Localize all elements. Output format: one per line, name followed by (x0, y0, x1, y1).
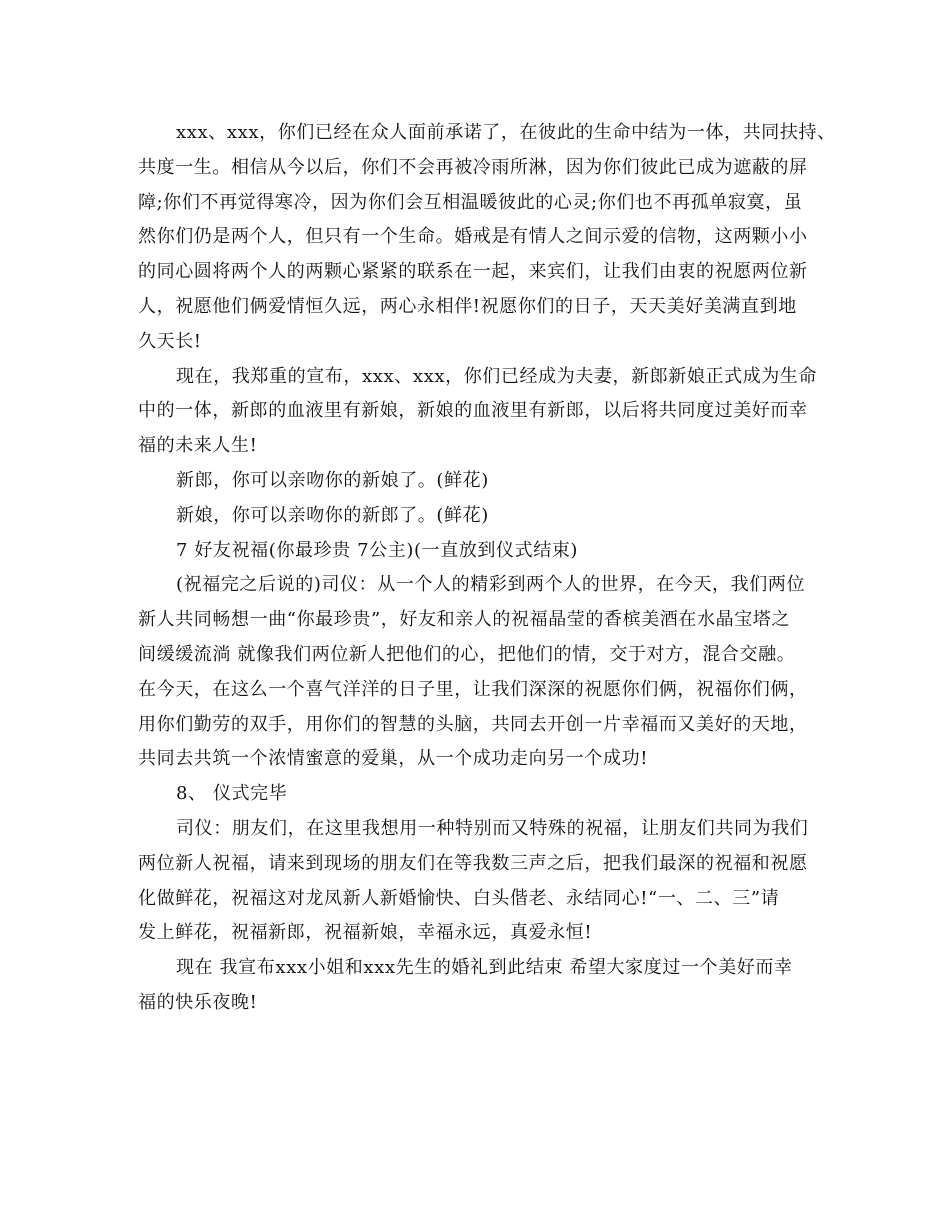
text-line: 用你们勤劳的双手，用你们的智慧的头脑，共同去开创一片幸福而又美好的天地， (138, 713, 808, 735)
document-body (138, 116, 836, 1021)
text-line: 新娘，你可以亲吻你的新郎了。(鲜花) (176, 504, 489, 526)
text-line: 在今天，在这么一个喜气洋洋的日子里，让我们深深的祝愿你们俩，祝福你们俩， (138, 678, 808, 700)
text-line: 共度一生。相信从今以后，你们不会再被冷雨所淋，因为你们彼此已成为遮蔽的屏 (138, 156, 808, 178)
text-line: 久天长! (138, 330, 202, 352)
text-line: 化做鲜花，祝福这对龙凤新人新婚愉快、白头偕老、永结同心!“一、二、三”请 (138, 887, 780, 909)
text-line: 福的未来人生! (138, 435, 258, 457)
text-line: 司仪：朋友们，在这里我想用一种特别而又特殊的祝福，让朋友们共同为我们 (176, 817, 809, 839)
text-line: 新郎，你可以亲吻你的新娘了。(鲜花) (176, 469, 489, 491)
text-line: 的同心圆将两个人的两颗心紧紧的联系在一起，来宾们，让我们由衷的祝愿两位新 (138, 261, 808, 283)
text-line: 两位新人祝福，请来到现场的朋友们在等我数三声之后，把我们最深的祝福和祝愿 (138, 852, 808, 874)
text-line: 障;你们不再觉得寒冷，因为你们会互相温暖彼此的心灵;你们也不再孤单寂寞，虽 (138, 191, 803, 213)
text-line: 然你们仍是两个人，但只有一个生命。婚戒是有情人之间示爱的信物，这两颗小小 (138, 226, 808, 248)
text-line: 现在，我郑重的宣布，xxx、xxx，你们已经成为夫妻，新郎新娘正式成为生命 (176, 365, 818, 387)
text-line: 发上鲜花，祝福新郎，祝福新娘，幸福永远，真爱永恒! (138, 922, 593, 944)
text-line: 共同去共筑一个浓情蜜意的爱巢，从一个成功走向另一个成功! (138, 748, 649, 770)
text-line: 现在 我宣布xxx小姐和xxx先生的婚礼到此结束 希望大家度过一个美好而幸 (176, 957, 793, 979)
section-heading: 8、 仪式完毕 (176, 783, 288, 805)
text-line: xxx、xxx，你们已经在众人面前承诺了，在彼此的生命中结为一体，共同扶持、 (176, 122, 836, 143)
text-line: 福的快乐夜晚! (138, 991, 258, 1013)
text-line: 间缓缓流淌 就像我们两位新人把他们的心，把他们的情，交于对方，混合交融。 (138, 643, 796, 665)
text-line: 新人共同畅想一曲“你最珍贵”，好友和亲人的祝福晶莹的香槟美酒在水晶宝塔之 (138, 609, 791, 631)
section-heading: 7 好友祝福(你最珍贵 7公主)(一直放到仪式结束) (176, 539, 579, 561)
text-line: 中的一体，新郎的血液里有新娘，新娘的血液里有新郎，以后将共同度过美好而幸 (138, 400, 808, 422)
text-line: 人，祝愿他们俩爱情恒久远，两心永相伴!祝愿你们的日子，天天美好美满直到地 (138, 295, 797, 317)
text-line: (祝福完之后说的)司仪：从一个人的精彩到两个人的世界，在今天，我们两位 (176, 574, 806, 596)
